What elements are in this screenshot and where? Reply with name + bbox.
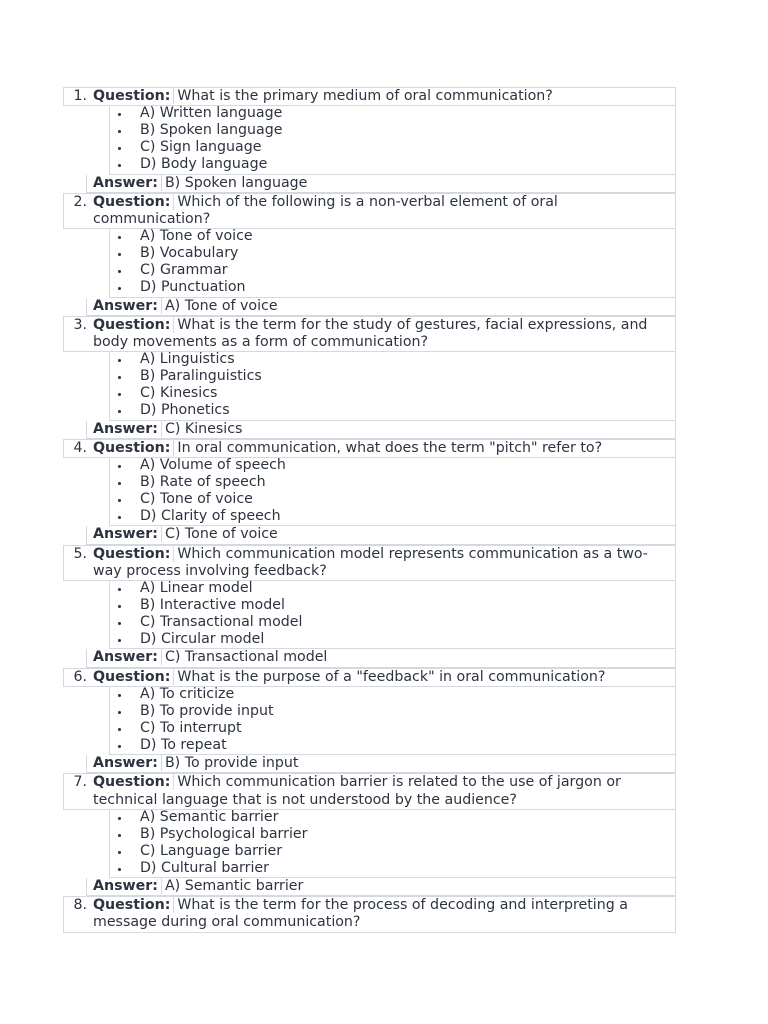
question-item bbox=[63, 193, 676, 316]
option-item: B) To provide input bbox=[140, 703, 675, 720]
question-row bbox=[63, 193, 676, 229]
option-item: B) Psychological barrier bbox=[140, 826, 675, 843]
answer-text: C) Kinesics bbox=[164, 420, 243, 437]
option-item: C) Language barrier bbox=[140, 843, 675, 860]
question-row bbox=[63, 668, 676, 687]
question-text: Which communication barrier is related to the use of jargon or technical language that is not understood by the audience? bbox=[93, 774, 621, 808]
option-item: C) Grammar bbox=[140, 262, 675, 279]
option-item: C) To interrupt bbox=[140, 720, 675, 737]
answer-text: C) Transactional model bbox=[164, 649, 328, 666]
question-label: Question: bbox=[93, 669, 174, 685]
question-label: Question: bbox=[93, 317, 174, 333]
question-number: 4. bbox=[73, 439, 87, 456]
answer-label: Answer: bbox=[93, 526, 162, 542]
option-item: A) Volume of speech bbox=[140, 457, 675, 474]
options-box bbox=[109, 228, 676, 297]
option-item: D) Body language bbox=[140, 156, 675, 173]
option-item: A) Written language bbox=[140, 105, 675, 122]
options-list bbox=[110, 809, 675, 877]
question-number: 8. bbox=[73, 897, 87, 914]
answer-row bbox=[86, 649, 676, 667]
answer-label: Answer: bbox=[93, 175, 162, 191]
answer-text: B) Spoken language bbox=[164, 174, 308, 191]
answer-row bbox=[86, 878, 676, 896]
options-box bbox=[109, 457, 676, 526]
question-label: Question: bbox=[93, 546, 174, 562]
answer-label: Answer: bbox=[93, 755, 162, 771]
question-text: What is the term for the study of gestures, facial expressions, and body movements as a form of communication? bbox=[93, 316, 648, 350]
question-number: 5. bbox=[73, 545, 87, 562]
question-item bbox=[63, 773, 676, 896]
option-item: C) Tone of voice bbox=[140, 491, 675, 508]
options-list bbox=[110, 351, 675, 419]
options-box bbox=[109, 105, 676, 174]
question-number: 1. bbox=[73, 88, 87, 104]
question-text: Which of the following is a non-verbal element of oral communication? bbox=[93, 193, 558, 227]
option-item: D) Phonetics bbox=[140, 402, 675, 419]
option-item: A) Semantic barrier bbox=[140, 809, 675, 826]
option-item: B) Interactive model bbox=[140, 597, 675, 614]
question-row bbox=[63, 439, 676, 458]
answer-row bbox=[86, 421, 676, 439]
answer-text: A) Semantic barrier bbox=[164, 878, 304, 895]
options-box bbox=[109, 351, 676, 420]
question-item bbox=[63, 668, 676, 774]
question-row bbox=[63, 316, 676, 352]
options-box bbox=[109, 809, 676, 878]
answer-text: C) Tone of voice bbox=[164, 526, 278, 543]
option-item: C) Kinesics bbox=[140, 385, 675, 402]
option-item: C) Sign language bbox=[140, 139, 675, 156]
answer-row bbox=[86, 755, 676, 773]
answer-label: Answer: bbox=[93, 421, 162, 437]
question-text: What is the purpose of a "feedback" in oral communication? bbox=[177, 668, 606, 685]
option-item: D) Cultural barrier bbox=[140, 860, 675, 877]
option-item: A) Linguistics bbox=[140, 351, 675, 368]
question-label: Question: bbox=[93, 194, 174, 210]
question-text: What is the term for the process of decoding and interpreting a message during oral communication? bbox=[93, 897, 628, 931]
question-row bbox=[63, 545, 676, 581]
option-item: B) Vocabulary bbox=[140, 245, 675, 262]
question-item bbox=[63, 439, 676, 545]
answer-label: Answer: bbox=[93, 298, 162, 314]
question-list bbox=[63, 87, 676, 933]
options-list bbox=[110, 228, 675, 296]
question-number: 3. bbox=[73, 316, 87, 333]
question-row bbox=[63, 773, 676, 809]
answer-row bbox=[86, 298, 676, 316]
option-item: B) Rate of speech bbox=[140, 474, 675, 491]
option-item: D) Clarity of speech bbox=[140, 508, 675, 525]
question-number: 6. bbox=[73, 668, 87, 685]
option-item: D) Circular model bbox=[140, 631, 675, 648]
question-item bbox=[63, 316, 676, 439]
option-item: B) Paralinguistics bbox=[140, 368, 675, 385]
option-item: A) Linear model bbox=[140, 580, 675, 597]
question-text: What is the primary medium of oral communication? bbox=[177, 88, 553, 104]
question-label: Question: bbox=[93, 897, 174, 913]
answer-row bbox=[86, 526, 676, 544]
question-label: Question: bbox=[93, 440, 174, 456]
question-item bbox=[63, 545, 676, 668]
answer-label: Answer: bbox=[93, 878, 162, 894]
answer-row bbox=[86, 175, 676, 193]
options-box bbox=[109, 580, 676, 649]
option-item: D) Punctuation bbox=[140, 279, 675, 296]
question-text: Which communication model represents communication as a two-way process involving feedback? bbox=[93, 545, 648, 579]
answer-text: B) To provide input bbox=[164, 755, 299, 772]
options-list bbox=[110, 580, 675, 648]
options-box bbox=[109, 686, 676, 755]
answer-label: Answer: bbox=[93, 649, 162, 665]
option-item: B) Spoken language bbox=[140, 122, 675, 139]
question-item bbox=[63, 87, 676, 193]
question-row bbox=[63, 87, 676, 106]
question-label: Question: bbox=[93, 88, 174, 104]
option-item: A) To criticize bbox=[140, 686, 675, 703]
question-row bbox=[63, 896, 676, 932]
option-item: C) Transactional model bbox=[140, 614, 675, 631]
options-list bbox=[110, 686, 675, 754]
question-item bbox=[63, 896, 676, 932]
answer-text: A) Tone of voice bbox=[164, 297, 278, 314]
option-item: A) Tone of voice bbox=[140, 228, 675, 245]
question-number: 7. bbox=[73, 774, 87, 791]
question-number: 2. bbox=[73, 193, 87, 210]
options-list bbox=[110, 457, 675, 525]
question-label: Question: bbox=[93, 774, 174, 790]
options-list bbox=[110, 105, 675, 173]
question-text: In oral communication, what does the term "pitch" refer to? bbox=[177, 439, 603, 456]
option-item: D) To repeat bbox=[140, 737, 675, 754]
